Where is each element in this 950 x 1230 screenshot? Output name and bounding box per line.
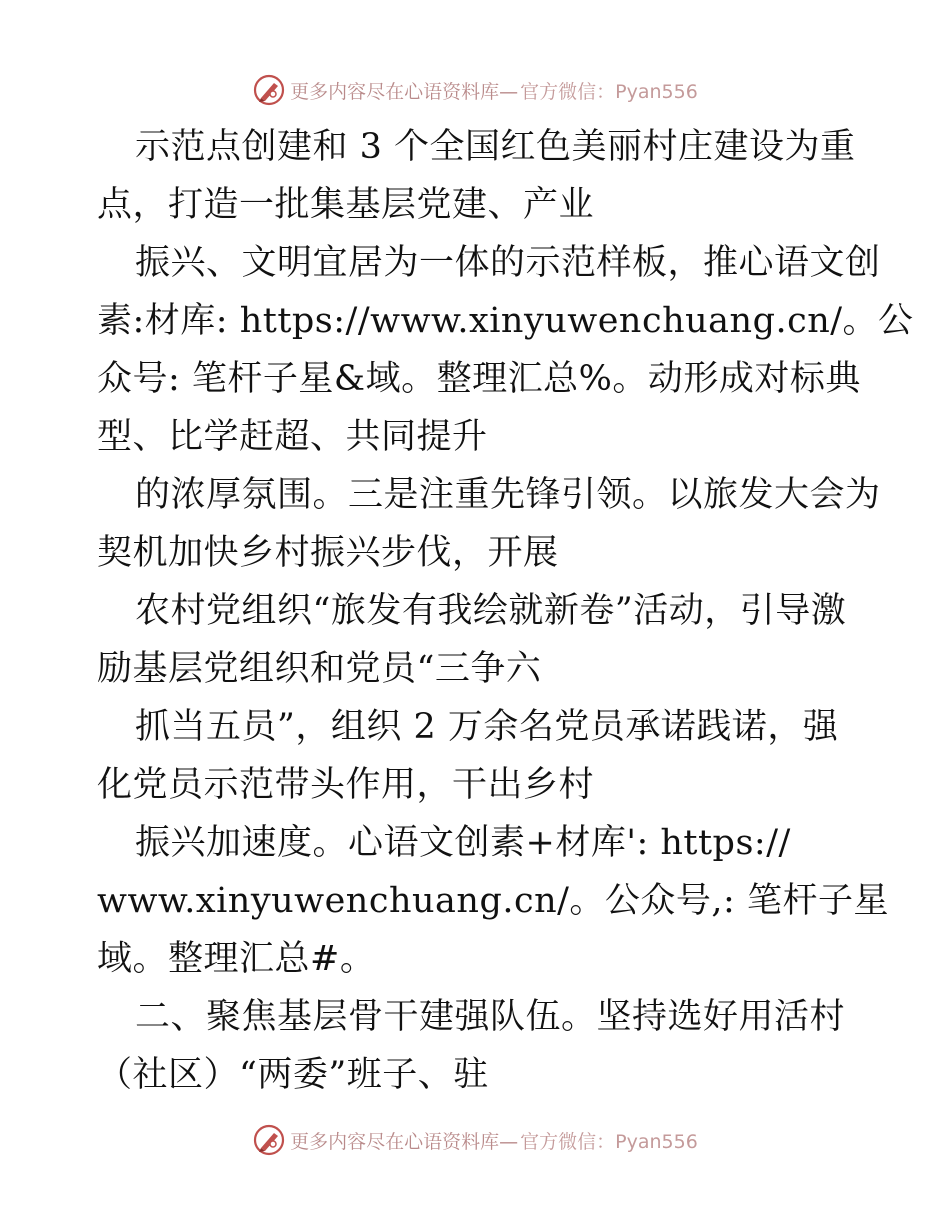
text-line: 型、比学赶超、共同提升 <box>97 417 488 457</box>
text-line: 的浓厚氛围。三是注重先锋引领。以旅发大会为 <box>135 475 881 515</box>
header-watermark <box>0 70 950 110</box>
watermark-separator: — <box>499 1130 519 1153</box>
watermark-wechat: 官方微信：Pyan556 <box>520 1130 698 1153</box>
watermark-text <box>290 77 698 104</box>
text-line: www.xinyuwenchuang.cn/。公众号,: 笔杆子星 <box>97 881 889 921</box>
watermark-brand: 更多内容尽在心语资料库 <box>290 80 500 103</box>
text-line: 振兴、文明宜居为一体的示范样板，推心语文创 <box>135 243 881 283</box>
text-line: 化党员示范带头作用，干出乡村 <box>97 765 595 805</box>
watermark-text <box>290 1127 698 1154</box>
pen-logo-icon <box>252 1123 286 1157</box>
text-line: 点，打造一批集基层党建、产业 <box>97 185 595 225</box>
document-body <box>97 118 914 1104</box>
text-line: 示范点创建和 3 个全国红色美丽村庄建设为重 <box>135 127 856 167</box>
text-line: 契机加快乡村振兴步伐，开展 <box>97 533 559 573</box>
text-line: 素:材库: https://www.xinyuwenchuang.cn/。公 <box>97 301 914 341</box>
footer-watermark <box>0 1120 950 1160</box>
text-line: （社区）“两委”班子、驻 <box>97 1055 489 1095</box>
watermark-separator: — <box>499 80 519 103</box>
text-line: 众号: 笔杆子星&域。整理汇总%。动形成对标典 <box>97 359 861 399</box>
text-line: 域。整理汇总#。 <box>97 939 376 979</box>
watermark-wechat: 官方微信：Pyan556 <box>520 80 698 103</box>
text-line: 农村党组织“旅发有我绘就新卷”活动，引导激 <box>135 591 847 631</box>
pen-logo-icon <box>252 73 286 107</box>
text-line: 二、聚焦基层骨干建强队伍。坚持选好用活村 <box>135 997 846 1037</box>
text-line: 抓当五员”，组织 2 万余名党员承诺践诺，强 <box>135 707 839 747</box>
watermark-brand: 更多内容尽在心语资料库 <box>290 1130 500 1153</box>
text-line: 振兴加速度。心语文创素+材库': https:// <box>135 823 791 863</box>
text-line: 励基层党组织和党员“三争六 <box>97 649 542 689</box>
